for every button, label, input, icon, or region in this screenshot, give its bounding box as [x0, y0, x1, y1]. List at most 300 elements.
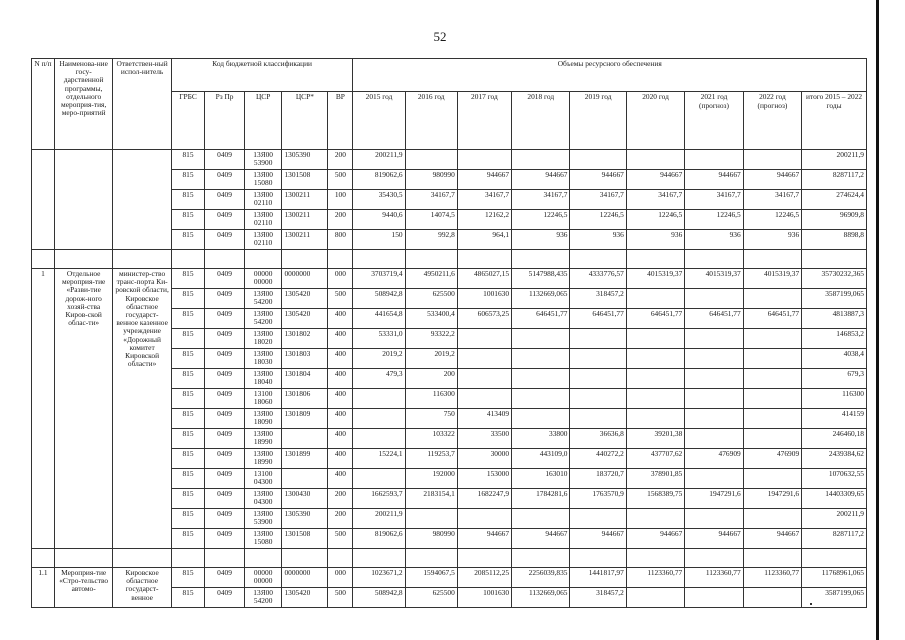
spacer-cell: [32, 250, 55, 269]
amount-cell: 9440,6: [353, 210, 405, 230]
program-name: Отдельное мероприя-тие «Разви-тие дорож-ного хозяй-ства Киров-ской облас-ти»: [54, 269, 112, 549]
amount-cell: [743, 429, 801, 449]
amount-cell: [626, 329, 684, 349]
spacer-cell: [171, 250, 204, 269]
amount-cell: 533400,4: [405, 309, 457, 329]
amount-cell: 12246,5: [570, 210, 626, 230]
amount-cell: 944667: [512, 170, 570, 190]
amount-cell: 8898,8: [802, 230, 867, 250]
spacer-cell: [570, 250, 626, 269]
amount-cell: 440272,2: [570, 449, 626, 469]
amount-cell: 944667: [626, 170, 684, 190]
amount-cell: [743, 329, 801, 349]
csr-cell: 13Я00 18040: [244, 369, 282, 389]
amount-cell: [405, 150, 457, 170]
amount-cell: 944667: [685, 170, 743, 190]
rzpr-cell: 0409: [205, 588, 245, 608]
amount-cell: [512, 509, 570, 529]
grbs-cell: 815: [171, 429, 204, 449]
header-budget-col: ВР: [328, 92, 353, 150]
amount-cell: 508942,8: [353, 588, 405, 608]
header-budget-col: ГРБС: [171, 92, 204, 150]
amount-cell: 119253,7: [405, 449, 457, 469]
amount-cell: 1001630: [457, 588, 511, 608]
csr-old-cell: 0000000: [282, 269, 328, 289]
amount-cell: [685, 588, 743, 608]
amount-cell: [626, 349, 684, 369]
amount-cell: 116300: [405, 389, 457, 409]
amount-cell: 944667: [457, 529, 511, 549]
amount-cell: 30000: [457, 449, 511, 469]
csr-old-cell: 1301806: [282, 389, 328, 409]
amount-cell: 150: [353, 230, 405, 250]
responsible-executor: Кировское областное государст-венное: [113, 568, 171, 608]
amount-cell: 146853,2: [802, 329, 867, 349]
grbs-cell: 815: [171, 509, 204, 529]
csr-old-cell: [282, 429, 328, 449]
amount-cell: [512, 349, 570, 369]
csr-cell: 13Я00 15080: [244, 170, 282, 190]
rzpr-cell: 0409: [205, 449, 245, 469]
csr-old-cell: 1305420: [282, 289, 328, 309]
amount-cell: 2019,2: [405, 349, 457, 369]
grbs-cell: 815: [171, 190, 204, 210]
rzpr-cell: 0409: [205, 509, 245, 529]
rzpr-cell: 0409: [205, 269, 245, 289]
amount-cell: 15224,1: [353, 449, 405, 469]
spacer-cell: [282, 250, 328, 269]
amount-cell: 944667: [570, 529, 626, 549]
csr-old-cell: 0000000: [282, 568, 328, 588]
rzpr-cell: 0409: [205, 230, 245, 250]
amount-cell: [570, 369, 626, 389]
header-budget-group: Код бюджетной классификации: [171, 59, 353, 92]
spacer-cell: [353, 549, 405, 568]
csr-cell: 13Я00 18020: [244, 329, 282, 349]
amount-cell: 103322: [405, 429, 457, 449]
amount-cell: 378901,85: [626, 469, 684, 489]
header-budget-col: ЦСР: [244, 92, 282, 150]
csr-old-cell: [282, 469, 328, 489]
amount-cell: 1132669,065: [512, 289, 570, 309]
vr-cell: 400: [328, 369, 353, 389]
csr-cell: 13Я00 15080: [244, 529, 282, 549]
amount-cell: [457, 349, 511, 369]
amount-cell: 437707,62: [626, 449, 684, 469]
resource-table: [31, 58, 867, 608]
amount-cell: 200: [405, 369, 457, 389]
vr-cell: 500: [328, 170, 353, 190]
vr-cell: 100: [328, 190, 353, 210]
vr-cell: 800: [328, 230, 353, 250]
spacer-cell: [54, 549, 112, 568]
csr-cell: 13100 18060: [244, 389, 282, 409]
amount-cell: 318457,2: [570, 588, 626, 608]
csr-cell: 13Я00 53900: [244, 509, 282, 529]
amount-cell: 944667: [570, 170, 626, 190]
amount-cell: 1123360,77: [743, 568, 801, 588]
grbs-cell: 815: [171, 349, 204, 369]
amount-cell: 476909: [685, 449, 743, 469]
header-resp: Ответствен-ный испол-нитель: [113, 59, 171, 150]
csr-cell: 00000 00000: [244, 568, 282, 588]
amount-cell: [570, 329, 626, 349]
amount-cell: [685, 289, 743, 309]
rzpr-cell: 0409: [205, 409, 245, 429]
amount-cell: 944667: [743, 170, 801, 190]
spacer-cell: [626, 250, 684, 269]
amount-cell: 944667: [626, 529, 684, 549]
spacer-cell: [802, 549, 867, 568]
amount-cell: 964,1: [457, 230, 511, 250]
csr-cell: 13100 04300: [244, 469, 282, 489]
vr-cell: 200: [328, 509, 353, 529]
amount-cell: [457, 329, 511, 349]
csr-old-cell: 1301802: [282, 329, 328, 349]
amount-cell: 443109,0: [512, 449, 570, 469]
amount-cell: 34167,7: [512, 190, 570, 210]
spacer-cell: [512, 250, 570, 269]
amount-cell: [743, 369, 801, 389]
grbs-cell: 815: [171, 389, 204, 409]
rzpr-cell: 0409: [205, 309, 245, 329]
amount-cell: [570, 409, 626, 429]
header-year-col: 2019 год: [570, 92, 626, 150]
header-year-col: 2016 год: [405, 92, 457, 150]
header-year-col: 2015 год: [353, 92, 405, 150]
amount-cell: [457, 150, 511, 170]
amount-cell: 8287117,2: [802, 170, 867, 190]
rzpr-cell: 0409: [205, 190, 245, 210]
rzpr-cell: 0409: [205, 568, 245, 588]
amount-cell: 34167,7: [743, 190, 801, 210]
header-n: N п/п: [32, 59, 55, 150]
amount-cell: 34167,7: [405, 190, 457, 210]
amount-cell: 936: [512, 230, 570, 250]
header-year-col: 2020 год: [626, 92, 684, 150]
amount-cell: [512, 150, 570, 170]
amount-cell: 34167,7: [457, 190, 511, 210]
amount-cell: 679,3: [802, 369, 867, 389]
amount-cell: [457, 509, 511, 529]
amount-cell: 14074,5: [405, 210, 457, 230]
amount-cell: [353, 429, 405, 449]
grbs-cell: 815: [171, 329, 204, 349]
amount-cell: 3587199,065: [802, 588, 867, 608]
vr-cell: 200: [328, 489, 353, 509]
amount-cell: [743, 349, 801, 369]
header-budget-col: Рз Пр: [205, 92, 245, 150]
amount-cell: 819062,6: [353, 529, 405, 549]
header-name: Наименова-ние госу-дарственной программы, отдельного мероприя-тия, меро-приятий: [54, 59, 112, 150]
rzpr-cell: 0409: [205, 369, 245, 389]
header-year-col: 2017 год: [457, 92, 511, 150]
spacer-cell: [54, 250, 112, 269]
amount-cell: 936: [743, 230, 801, 250]
spacer-cell: [457, 250, 511, 269]
csr-old-cell: 1305420: [282, 309, 328, 329]
amount-cell: [626, 409, 684, 429]
amount-cell: 12246,5: [512, 210, 570, 230]
amount-cell: [743, 469, 801, 489]
csr-cell: 13Я00 18990: [244, 449, 282, 469]
amount-cell: 4015319,37: [685, 269, 743, 289]
amount-cell: 625500: [405, 289, 457, 309]
amount-cell: 1123360,77: [685, 568, 743, 588]
amount-cell: [685, 469, 743, 489]
amount-cell: 1123360,77: [626, 568, 684, 588]
amount-cell: [685, 409, 743, 429]
amount-cell: 646451,77: [685, 309, 743, 329]
amount-cell: 944667: [512, 529, 570, 549]
amount-cell: [743, 409, 801, 429]
row-number-empty: [32, 150, 55, 250]
spacer-cell: [113, 549, 171, 568]
amount-cell: 646451,77: [626, 309, 684, 329]
amount-cell: 4015319,37: [743, 269, 801, 289]
amount-cell: 4038,4: [802, 349, 867, 369]
header-year-col: 2021 год (прогноз): [685, 92, 743, 150]
header-resources-group: Объемы ресурсного обеспечения: [353, 59, 867, 92]
csr-old-cell: 1300211: [282, 210, 328, 230]
amount-cell: 2019,2: [353, 349, 405, 369]
amount-cell: 36636,8: [570, 429, 626, 449]
amount-cell: 200211,9: [353, 509, 405, 529]
spacer-cell: [205, 250, 245, 269]
grbs-cell: 815: [171, 588, 204, 608]
amount-cell: [570, 150, 626, 170]
amount-cell: 34167,7: [626, 190, 684, 210]
amount-cell: 441654,8: [353, 309, 405, 329]
amount-cell: 35430,5: [353, 190, 405, 210]
vr-cell: 400: [328, 449, 353, 469]
page-number: 52: [433, 29, 447, 44]
csr-old-cell: 1301809: [282, 409, 328, 429]
amount-cell: [685, 369, 743, 389]
amount-cell: 1947291,6: [743, 489, 801, 509]
csr-cell: 13Я00 02110: [244, 230, 282, 250]
amount-cell: 2256039,835: [512, 568, 570, 588]
grbs-cell: 815: [171, 170, 204, 190]
amount-cell: 625500: [405, 588, 457, 608]
header-year-col: 2022 год (прогноз): [743, 92, 801, 150]
amount-cell: 992,8: [405, 230, 457, 250]
amount-cell: [743, 389, 801, 409]
amount-cell: [405, 509, 457, 529]
spacer-cell: [685, 250, 743, 269]
spacer-cell: [405, 549, 457, 568]
amount-cell: 1441817,97: [570, 568, 626, 588]
amount-cell: 980990: [405, 529, 457, 549]
spacer-cell: [405, 250, 457, 269]
amount-cell: [626, 509, 684, 529]
amount-cell: 96909,8: [802, 210, 867, 230]
spacer-cell: [802, 250, 867, 269]
spacer-cell: [512, 549, 570, 568]
rzpr-cell: 0409: [205, 170, 245, 190]
amount-cell: [685, 509, 743, 529]
table-row: [32, 269, 867, 289]
amount-cell: 819062,6: [353, 170, 405, 190]
csr-old-cell: 1305390: [282, 150, 328, 170]
spacer-cell: [244, 250, 282, 269]
amount-cell: 4333776,57: [570, 269, 626, 289]
amount-cell: [512, 409, 570, 429]
spacer-cell: [113, 250, 171, 269]
grbs-cell: 815: [171, 309, 204, 329]
grbs-cell: 815: [171, 409, 204, 429]
csr-cell: 13Я00 18090: [244, 409, 282, 429]
amount-cell: 4865027,15: [457, 269, 511, 289]
amount-cell: [685, 150, 743, 170]
spacer-cell: [743, 250, 801, 269]
vr-cell: 400: [328, 429, 353, 449]
amount-cell: [743, 588, 801, 608]
csr-cell: 13Я00 04300: [244, 489, 282, 509]
rzpr-cell: 0409: [205, 349, 245, 369]
csr-cell: 13Я00 18030: [244, 349, 282, 369]
amount-cell: 33800: [512, 429, 570, 449]
vr-cell: 400: [328, 309, 353, 329]
grbs-cell: 815: [171, 150, 204, 170]
amount-cell: [626, 150, 684, 170]
amount-cell: 200211,9: [802, 150, 867, 170]
spacer-cell: [244, 549, 282, 568]
amount-cell: 5147988,435: [512, 269, 570, 289]
amount-cell: [685, 389, 743, 409]
amount-cell: 33500: [457, 429, 511, 449]
spacer-cell: [205, 549, 245, 568]
amount-cell: [353, 389, 405, 409]
csr-old-cell: 1301804: [282, 369, 328, 389]
amount-cell: 413409: [457, 409, 511, 429]
amount-cell: 944667: [743, 529, 801, 549]
csr-old-cell: 1305390: [282, 509, 328, 529]
amount-cell: [512, 389, 570, 409]
grbs-cell: 815: [171, 269, 204, 289]
amount-cell: 39201,38: [626, 429, 684, 449]
rzpr-cell: 0409: [205, 150, 245, 170]
responsible-executor: министер-ство транс-порта Ки-ровской области, Кировское областное государст-венное казенное учреждение «Дорожный комитет Кировской области»: [113, 269, 171, 549]
amount-cell: 12162,2: [457, 210, 511, 230]
rzpr-cell: 0409: [205, 489, 245, 509]
amount-cell: 34167,7: [685, 190, 743, 210]
amount-cell: [743, 150, 801, 170]
csr-old-cell: 1301803: [282, 349, 328, 369]
amount-cell: 2085112,25: [457, 568, 511, 588]
rzpr-cell: 0409: [205, 529, 245, 549]
amount-cell: 750: [405, 409, 457, 429]
grbs-cell: 815: [171, 289, 204, 309]
csr-old-cell: 1305420: [282, 588, 328, 608]
amount-cell: [457, 389, 511, 409]
amount-cell: 479,3: [353, 369, 405, 389]
table-row: [32, 568, 867, 588]
amount-cell: [685, 329, 743, 349]
amount-cell: 200211,9: [802, 509, 867, 529]
csr-cell: 00000 00000: [244, 269, 282, 289]
responsible-executor-empty: [113, 150, 171, 250]
rzpr-cell: 0409: [205, 289, 245, 309]
csr-old-cell: 1301508: [282, 529, 328, 549]
grbs-cell: 815: [171, 210, 204, 230]
amount-cell: [457, 369, 511, 389]
amount-cell: 1682247,9: [457, 489, 511, 509]
spacer-cell: [685, 549, 743, 568]
amount-cell: 646451,77: [512, 309, 570, 329]
amount-cell: 318457,2: [570, 289, 626, 309]
amount-cell: 508942,8: [353, 289, 405, 309]
amount-cell: 35730232,365: [802, 269, 867, 289]
csr-cell: 13Я00 02110: [244, 210, 282, 230]
amount-cell: 936: [570, 230, 626, 250]
spacer-cell: [171, 549, 204, 568]
vr-cell: 500: [328, 289, 353, 309]
amount-cell: 12246,5: [685, 210, 743, 230]
page-edge-bar: [876, 0, 879, 640]
amount-cell: 1023671,2: [353, 568, 405, 588]
table-row: [32, 150, 867, 170]
amount-cell: 183720,7: [570, 469, 626, 489]
amount-cell: 246460,18: [802, 429, 867, 449]
amount-cell: [353, 469, 405, 489]
amount-cell: [685, 349, 743, 369]
amount-cell: 12246,5: [743, 210, 801, 230]
program-name-empty: [54, 150, 112, 250]
row-number: 1.1: [32, 568, 55, 608]
amount-cell: [743, 509, 801, 529]
program-name: Мероприя-тие «Стро-тельство автомо-: [54, 568, 112, 608]
amount-cell: 476909: [743, 449, 801, 469]
spacer-row: [32, 549, 867, 568]
spacer-cell: [282, 549, 328, 568]
amount-cell: 4813887,3: [802, 309, 867, 329]
csr-cell: 13Я00 53900: [244, 150, 282, 170]
spacer-cell: [353, 250, 405, 269]
csr-old-cell: 1301508: [282, 170, 328, 190]
amount-cell: 12246,5: [626, 210, 684, 230]
amount-cell: 1001630: [457, 289, 511, 309]
vr-cell: 400: [328, 349, 353, 369]
header-budget-col: ЦСР*: [282, 92, 328, 150]
header-year-col: 2018 год: [512, 92, 570, 150]
amount-cell: 3703719,4: [353, 269, 405, 289]
amount-cell: 1568389,75: [626, 489, 684, 509]
amount-cell: 1132669,065: [512, 588, 570, 608]
amount-cell: 8287117,2: [802, 529, 867, 549]
spacer-cell: [570, 549, 626, 568]
amount-cell: [626, 369, 684, 389]
amount-cell: 936: [685, 230, 743, 250]
amount-cell: 944667: [457, 170, 511, 190]
csr-old-cell: 1300211: [282, 230, 328, 250]
table-header: [32, 59, 867, 150]
amount-cell: 1070632,55: [802, 469, 867, 489]
csr-cell: 13Я00 02110: [244, 190, 282, 210]
csr-old-cell: 1300211: [282, 190, 328, 210]
rzpr-cell: 0409: [205, 469, 245, 489]
amount-cell: 4950211,6: [405, 269, 457, 289]
header-year-col: итого 2015 – 2022 годы: [802, 92, 867, 150]
rzpr-cell: 0409: [205, 210, 245, 230]
amount-cell: 606573,25: [457, 309, 511, 329]
amount-cell: [512, 329, 570, 349]
amount-cell: 14403309,65: [802, 489, 867, 509]
amount-cell: 646451,77: [570, 309, 626, 329]
amount-cell: [685, 429, 743, 449]
grbs-cell: 815: [171, 230, 204, 250]
amount-cell: 2439384,62: [802, 449, 867, 469]
